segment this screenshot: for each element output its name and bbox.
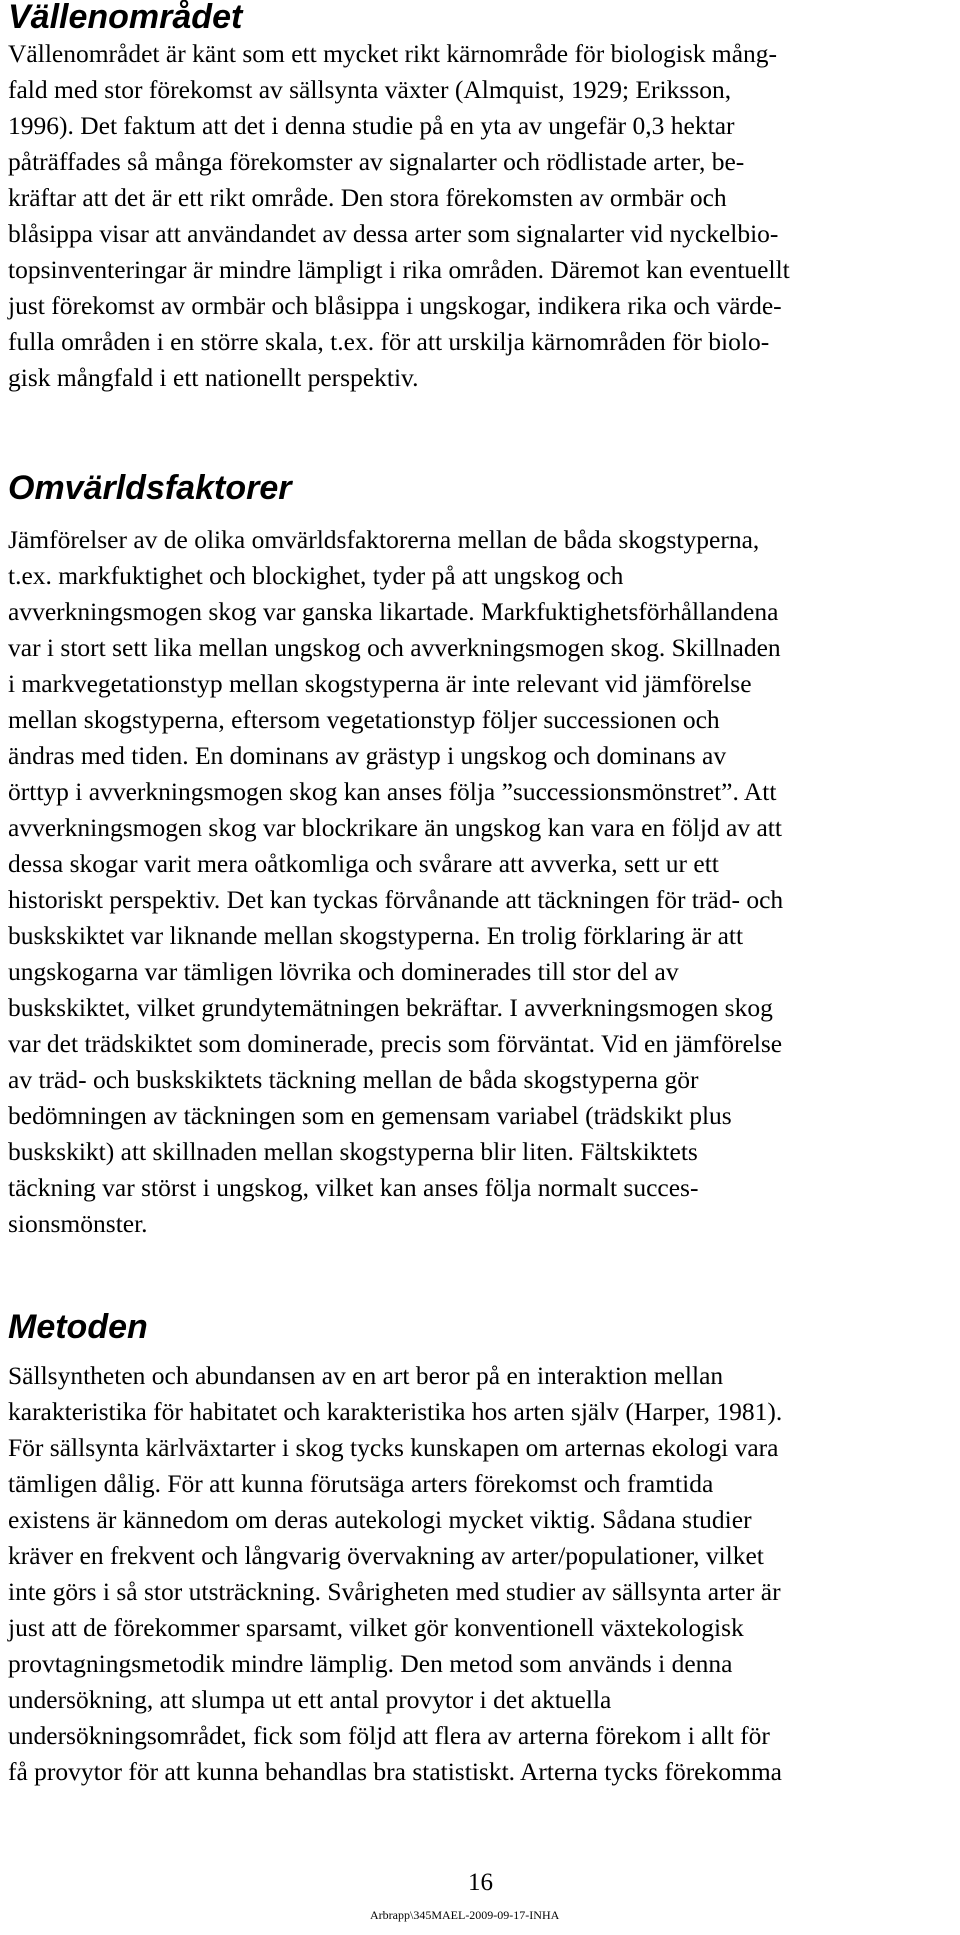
text-line: undersökningsområdet, fick som följd att flera av arterna förekom i allt för [8, 1721, 770, 1750]
text-line: blåsippa visar att användandet av dessa arter som signalarter vid nyckelbio- [8, 219, 779, 248]
text-line: buskskiktet var liknande mellan skogstyperna. En trolig förklaring är att [8, 921, 744, 950]
text-line: undersökning, att slumpa ut ett antal provytor i det aktuella [8, 1685, 612, 1714]
text-line: buskskiktet, vilket grundytemätningen bekräftar. I avverkningsmogen skog [8, 993, 773, 1022]
text-line: existens är kännedom om deras autekologi mycket viktig. Sådana studier [8, 1505, 752, 1534]
text-line: Sällsyntheten och abundansen av en art beror på en interaktion mellan [8, 1361, 724, 1390]
section-heading-metoden: Metoden [8, 1308, 148, 1346]
section-heading-omvarldsfaktorer: Omvärldsfaktorer [8, 469, 292, 507]
text-line: avverkningsmogen skog var ganska likartade. Markfuktighetsförhållandena [8, 597, 779, 626]
text-line: fulla områden i en större skala, t.ex. för att urskilja kärnområden för biolo- [8, 327, 770, 356]
text-line: örttyp i avverkningsmogen skog kan anses följa ”successionsmönstret”. Att [8, 777, 777, 806]
paragraph-vallenomradet [8, 36, 790, 396]
text-line: historiskt perspektiv. Det kan tyckas förvånande att täckningen för träd- och [8, 885, 784, 914]
text-line: tämligen dålig. För att kunna förutsäga arters förekomst och framtida [8, 1469, 714, 1498]
text-line: mellan skogstyperna, eftersom vegetationstyp följer successionen och [8, 705, 720, 734]
page-number: 16 [468, 1869, 493, 1896]
text-line: just att de förekommer sparsamt, vilket gör konventionell växtekologisk [8, 1613, 744, 1642]
text-line: bedömningen av täckningen som en gemensam variabel (trädskikt plus [8, 1101, 732, 1130]
text-line: För sällsynta kärlväxtarter i skog tycks kunskapen om arternas ekologi vara [8, 1433, 779, 1462]
paragraph-omvarldsfaktorer [8, 522, 783, 1242]
section-heading-vallenomradet: Vällenområdet [8, 0, 243, 36]
text-line: provtagningsmetodik mindre lämplig. Den metod som används i denna [8, 1649, 733, 1678]
text-line: karakteristika för habitatet och karakteristika hos arten själv (Harper, 1981). [8, 1397, 783, 1426]
text-line: buskskikt) att skillnaden mellan skogstyperna blir liten. Fältskiktets [8, 1137, 698, 1166]
text-line: var det trädskiktet som dominerade, precis som förväntat. Vid en jämförelse [8, 1029, 783, 1058]
footer-file-reference: Arbrapp\345MAEL-2009-09-17-INHA [370, 1908, 560, 1922]
text-line: Vällenområdet är känt som ett mycket rikt kärnområde för biologisk mång- [8, 39, 778, 68]
text-line: just förekomst av ormbär och blåsippa i ungskogar, indikera rika och värde- [8, 291, 782, 320]
text-line: sionsmönster. [8, 1209, 148, 1238]
text-line: dessa skogar varit mera oåtkomliga och svårare att avverka, sett ur ett [8, 849, 719, 878]
text-line: fald med stor förekomst av sällsynta växter (Almquist, 1929; Eriksson, [8, 75, 732, 104]
text-line: avverkningsmogen skog var blockrikare än ungskog kan vara en följd av att [8, 813, 782, 842]
text-line: ungskogarna var tämligen lövrika och dominerades till stor del av [8, 957, 679, 986]
text-line: Jämförelser av de olika omvärldsfaktorerna mellan de båda skogstyperna, [8, 525, 760, 554]
text-line: var i stort sett lika mellan ungskog och avverkningsmogen skog. Skillnaden [8, 633, 781, 662]
text-line: kräftar att det är ett rikt område. Den stora förekomsten av ormbär och [8, 183, 727, 212]
text-line: av träd- och buskskiktets täckning mellan de båda skogstyperna gör [8, 1065, 699, 1094]
paragraph-metoden [8, 1358, 782, 1790]
text-line: kräver en frekvent och långvarig övervakning av arter/populationer, vilket [8, 1541, 764, 1570]
text-line: ändras med tiden. En dominans av grästyp i ungskog och dominans av [8, 741, 727, 770]
text-line: t.ex. markfuktighet och blockighet, tyder på att ungskog och [8, 561, 624, 590]
text-line: gisk mångfald i ett nationellt perspektiv. [8, 363, 419, 392]
text-line: påträffades så många förekomster av signalarter och rödlistade arter, be- [8, 147, 745, 176]
text-line: få provytor för att kunna behandlas bra statistiskt. Arterna tycks förekomma [8, 1757, 782, 1786]
text-line: 1996). Det faktum att det i denna studie på en yta av ungefär 0,3 hektar [8, 111, 735, 140]
text-line: topsinventeringar är mindre lämpligt i rika områden. Däremot kan eventuellt [8, 255, 790, 284]
text-line: i markvegetationstyp mellan skogstyperna är inte relevant vid jämförelse [8, 669, 752, 698]
text-line: inte görs i så stor utsträckning. Svårigheten med studier av sällsynta arter är [8, 1577, 781, 1606]
text-line: täckning var störst i ungskog, vilket kan anses följa normalt succes- [8, 1173, 699, 1202]
